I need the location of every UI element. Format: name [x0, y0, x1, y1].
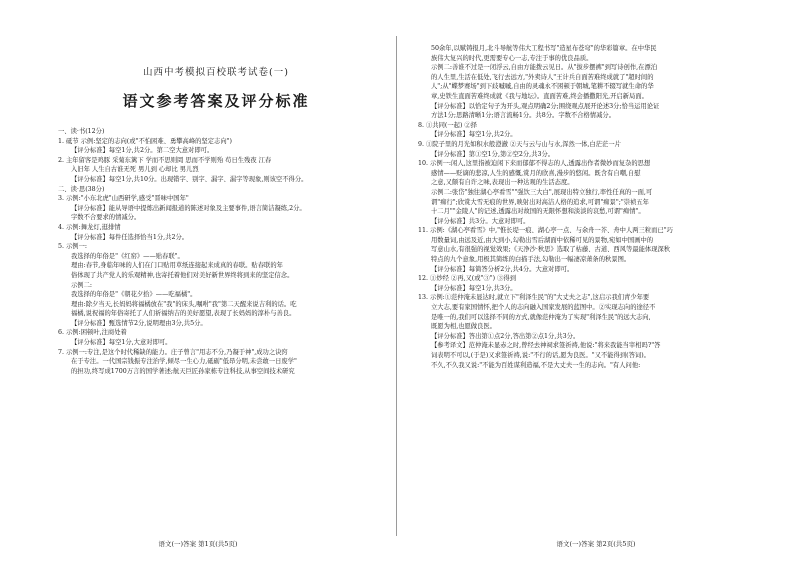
text-line: 福橘,说祝福的年俗寄托了人们祈福纳吉的美好愿望,表现了长妈妈的淳朴与善良。 [71, 310, 296, 318]
text-line: 【评分标准】答出第①点2分,答出第②点1分,共3分。 [431, 332, 580, 340]
text-line: 【评分标准】能从导语中提炼出新闻报道的陈述对象及主要事件,语言简洁凝练,2分。 [71, 204, 306, 212]
text-line: 我选择的年俗是"《红窑》——贴春联"。 [71, 252, 184, 260]
text-line: 一、读·书(12分) [58, 128, 105, 135]
text-line: 写意山水,有很强的视觉效果;《天净沙·秋思》选取了枯藤、古道、西风等最能体现深秋 [431, 246, 671, 254]
text-line: 3. 示例:"小东北虎"山西研学,感受"晋味中国年" [58, 195, 189, 203]
page-2-footer: 语文(一)答案 第2页(共5页) [556, 540, 636, 548]
text-line: 用数量词,由远及近,由大到小,勾勒出雪后湖面中依稀可见的景物,宛如中国画中的 [431, 236, 654, 244]
text-line: 入旧年 人生自古谁无死 男儿到 心却比 男儿烈 [71, 166, 199, 174]
main-title: 语文参考答案及评分标准 [122, 92, 310, 110]
text-line: 【评分标准】甄选情节2分,说明理由3分,共5分。 [71, 319, 207, 327]
answer-page-1 [0, 0, 396, 562]
text-line: 的人生里,生活在低处,飞行去远方,"外卖诗人"王计兵自面苦难终成就了"超时间的 [431, 73, 654, 81]
page-1-footer: 语文(一)答案 第1页(共5页) [158, 540, 238, 548]
answer-page-2 [398, 0, 794, 562]
text-line: 章,史铁生直面苦难终成就《我与地坛》。直面苦难,终会播撒阳光,开启新局面。 [431, 92, 648, 100]
text-line: 8. ①共同(一起) ②择 [418, 121, 478, 129]
page-divider [396, 36, 397, 536]
text-line: 理由:除夕当天,长妈妈将福橘放在"我"的床头,嘱咐"我"第二天醒来说吉利的话。吃 [71, 300, 297, 308]
text-line: 1. 砥节 示例:坚定的志向(或"不怕困难、勇攀高峰的坚定志向") [58, 137, 232, 145]
text-line: 【参考译文】范仲淹未显赤之时,曾经去神祠求签祈祷,他说:"将来我能当宰相吗?"答 [431, 342, 661, 350]
text-line: 不久,不久我又说:"不能为百姓谋利造福,不是大丈夫一生的志向。"有人问他: [431, 361, 641, 369]
text-line: 13. 示例:①范仲淹未显达时,就立下"利泽生民"的"大丈夫之志",这启示我们青少年要 [418, 294, 650, 302]
text-line: 【评分标准】共3分。大意对即可。 [431, 217, 530, 225]
text-line: 【评分标准】每空1分,共2分。第二空大意对即可。 [71, 147, 214, 155]
text-line: 我选择的年俗是"《朝花夕拾》——吃福橘"。 [71, 291, 197, 299]
text-line: 立大志,要有家国情怀,把个人的志向融入国家发展的蓝图中。②实现志向的途径不 [431, 304, 656, 312]
text-line: 【评分标准】第①空1分,第②空2分,共3分。 [431, 150, 555, 158]
text-line: 9. ①院子里的月光如积水般澄澈 ②天与云与山与水,浑然一体,白茫茫一片 [418, 140, 621, 148]
text-line: 二、读·思(38分) [58, 185, 105, 193]
text-line: 既愿为相,也愿做良医。 [431, 323, 496, 331]
text-line: 在于专注。一代国宗钱振专注治学,倾尽一生心力,砥砺"低昂分明,未尝敢一日废学" [71, 358, 297, 366]
text-line: 示例二: [71, 281, 93, 289]
page-1-body [58, 127, 374, 376]
text-line: 的担功,终写成1700万言的国学著述;航天巨匠孙家栋专注科技,从事空间技术研究 [71, 367, 295, 375]
text-line: 是唯一的,我们可以选择不同的方式,就像范仲淹为了实现"利泽生民"的远大志向, [431, 313, 651, 321]
text-line: 谓"痴行";欣赏大雪无痕的世界,映射出对高洁人格的追求,可谓"痴景";"崇祯五年 [431, 198, 649, 206]
text-line: 词表明不可以,(于是)又求签祈祷,说:"不行的话,愿为良医。"又不能得到(答词)。 [431, 352, 650, 359]
page-2-body [418, 44, 770, 370]
text-line: 字数不合要求的情减分。 [71, 214, 141, 222]
text-line: 人";从"蝶梦赛场"到下歧嘁嘁,自由的灵魂永不困顿于朝城,笔耕不辍写就生命的华 [431, 83, 654, 91]
text-line: 12. ①炒经 ②再,又(或"③") ③得到 [418, 275, 516, 283]
text-line: 【评分标准】每空1分,共2分。 [431, 131, 517, 139]
text-line: 族伟大复兴的时代,更需要专心一志,专注于事的优良品质。 [431, 54, 593, 62]
text-line: 【评分标准】每空1分,共10分。出现错字、别字、漏字、漏字等现象,则该空不得分。 [71, 175, 308, 183]
text-line: 10. 示例一:闲人,这里指被迫闲下来而郁郁不得志的人,透露出作者微妙而复杂的思想 [418, 160, 651, 168]
text-line: 十二月""金陵人"的记述,透露出对故国的无限怀想和淡淡的哀愁,可谓"痴情"。 [431, 208, 645, 216]
text-line: 11. 示例:《湖心亭看雪》中,"惟长堤一痕、湖心亭一点、与余舟一芥、舟中人两三粒而已"巧 [418, 227, 673, 235]
text-line: 50余年,以赋铸报月,北斗导航等伟大工程书写"造星布苍穹"的华彩篇章。在中华民 [431, 45, 657, 52]
text-line: 【评分标准】每件任选择恰当1分,共2分。 [71, 233, 189, 241]
text-line: 【评分标准】以恰定句子为开头,观点明确2分;围绕观点展开论述3分;恰当运用论证 [431, 102, 660, 110]
text-line: 【评分标准】每简答分析2分,共4分。大意对即可。 [431, 265, 574, 273]
text-line: 特点的九个意象,用极其简练的白描手法,勾勒出一幅凄凉萧条的秋景图。 [431, 256, 631, 264]
text-line: 俗体现了共产党人的乐观精神,也寄托着他们对美好新世界终将到来的坚定信念。 [71, 271, 294, 279]
text-line: 【评分标准】每空1分,共3分。 [431, 284, 517, 292]
text-line: 2. 主年留客是鸡豚 采菊东篱下 学而不思则罔 思而不学则殆 苟日生残夜 江春 [58, 156, 272, 164]
text-line: 【评分标准】每空1分,大意对即可。 [71, 339, 172, 347]
text-line: 理由:春节,身临年味的人们在门口贴用草纸连接起来成真的春联。贴春联的年 [71, 262, 283, 270]
text-line: 示例二:善谁不过是一闭浮云,自由方能拨云见日。从"拔步摆裤"到写诗创作,在漂泊 [431, 64, 658, 72]
exam-title: 山西中考模拟百校联考试卷(一) [143, 67, 289, 78]
text-line: 7. 示例一:专注,是这个时代稀缺的能力。庄子曾言"用志不分,乃凝于神",成功之诀窍 [58, 348, 288, 356]
text-line: 感情——贬谪的悲凉,人生的感慨,赏月的欣喜,漫步的悠闲。既含有自嘲,自慰 [431, 169, 641, 177]
text-line: 4. 示例:舞龙灯,逛排情 [58, 223, 121, 231]
text-line: 之意,又颇有自许之味,表现出一种达观的生活态度。 [431, 179, 574, 187]
text-line: 方法1分;思路清晰1分;语言流畅1分。共8分。字数不合格情减分。 [431, 112, 615, 120]
text-line: 5. 示例一: [58, 243, 88, 251]
text-line: 示例二:张岱"独往湖心亭看雪""强饮三大白",展现出特立独行,率性任真的一面,可 [431, 188, 653, 196]
text-line: 6. 示例:困顿叶,注商处着 [58, 329, 127, 337]
